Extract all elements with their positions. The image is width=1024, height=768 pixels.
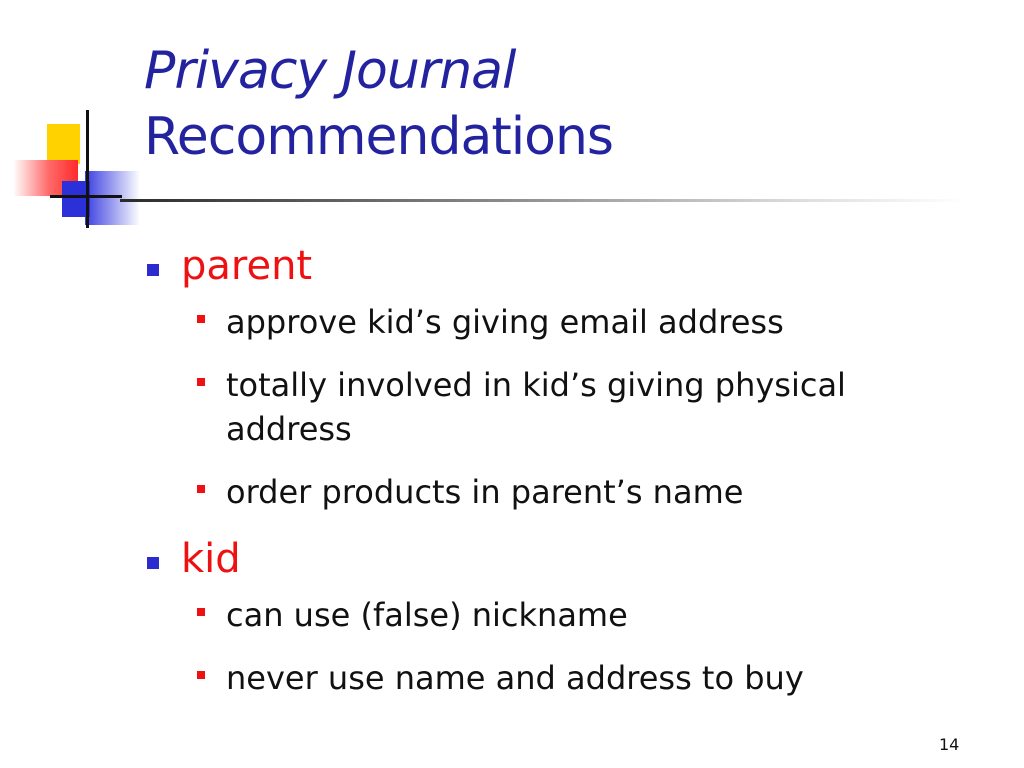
decorative-blue-fade (85, 171, 140, 225)
title-line-2: Recommendations (144, 107, 614, 167)
red-square-bullet-icon (197, 671, 205, 679)
sub-bullet-list (181, 300, 965, 514)
sub-bullet (181, 470, 965, 514)
sub-bullet (181, 593, 965, 637)
red-square-bullet-icon (197, 378, 205, 386)
red-square-bullet-icon (197, 485, 205, 493)
red-square-bullet-icon (197, 608, 205, 616)
sub-bullet-text: totally involved in kid’s giving physical address (226, 366, 846, 448)
sub-bullet-text: approve kid’s giving email address (226, 303, 784, 341)
decorative-vertical-line (86, 110, 89, 228)
title-line-1: Privacy Journal (144, 41, 516, 101)
sub-bullet-text: never use name and address to buy (226, 659, 804, 697)
title-underline-rule (120, 199, 965, 202)
page-number: 14 (939, 735, 960, 754)
sub-bullet (181, 363, 965, 451)
decorative-horizontal-line (50, 195, 122, 198)
sub-bullet-text: order products in parent’s name (226, 473, 744, 511)
decorative-yellow-square (47, 124, 80, 164)
bullet-label: parent (181, 243, 313, 289)
slide-title (144, 38, 613, 170)
bullet-parent (145, 240, 965, 514)
sub-bullet-list (181, 593, 965, 700)
red-square-bullet-icon (197, 315, 205, 323)
bullet-list (145, 240, 965, 719)
blue-square-bullet-icon (147, 264, 159, 276)
sub-bullet (181, 656, 965, 700)
sub-bullet-text: can use (false) nickname (226, 596, 628, 634)
blue-square-bullet-icon (147, 557, 159, 569)
bullet-kid (145, 533, 965, 700)
sub-bullet (181, 300, 965, 344)
bullet-label: kid (181, 536, 241, 582)
